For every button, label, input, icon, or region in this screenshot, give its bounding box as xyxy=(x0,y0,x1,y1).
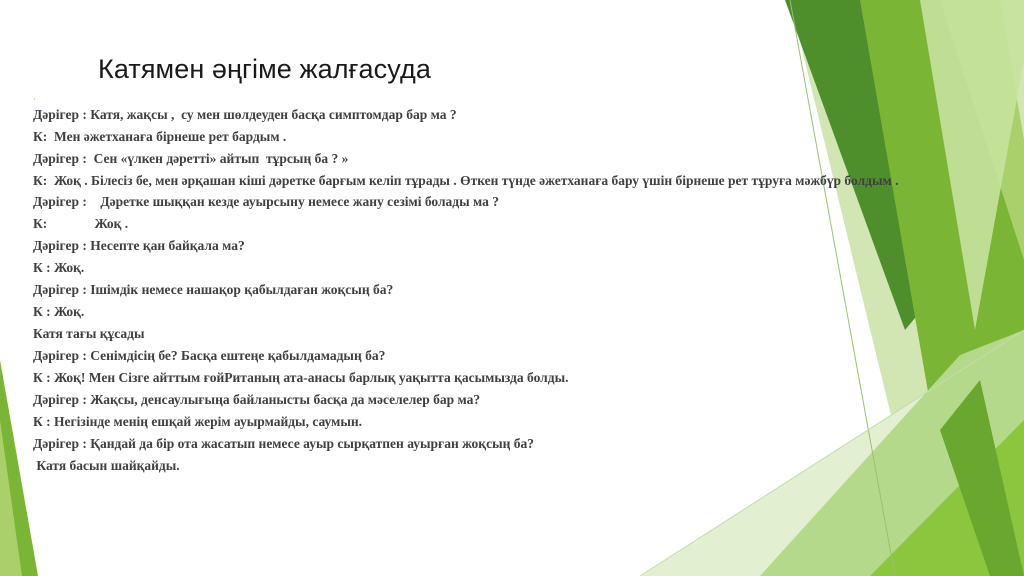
slide-title: Катямен әңгіме жалғасуда xyxy=(98,54,431,84)
dialogue-line: К : Негізінде менің ешқай жерім ауырмайды, саумын. xyxy=(33,414,363,429)
dialogue-line: Дәрігер : Қандай да бір ота жасатып немесе ауыр сырқатпен ауырған жоқсың ба? xyxy=(33,436,535,451)
dialogue-line: Дәрігер : Жақсы, денсаулығыңа байланысты басқа да мәселелер бар ма? xyxy=(33,392,481,407)
dialogue-line: Дәрігер : Несепте қан байқала ма? xyxy=(33,238,245,253)
bullet-marker: · xyxy=(33,94,36,104)
dialogue-line: К : Жоқ! Мен Сізге айттым ғойРитаның ата-анасы барлық уақытта қасымызда болды. xyxy=(33,370,569,385)
dialogue-line: Дәрігер : Катя, жақсы , су мен шөлдеуден басқа симптомдар бар ма ? xyxy=(33,107,457,122)
dialogue-line: К : Жоқ. xyxy=(33,304,85,319)
dialogue-line: Катя басын шайқайды. xyxy=(33,458,180,473)
dialogue-line: К : Жоқ. xyxy=(33,260,85,275)
dialogue-line: Дәрігер : Ішімдік немесе нашақор қабылдаған жоқсың ба? xyxy=(33,282,394,297)
dialogue-line: К: Жоқ . xyxy=(33,216,129,231)
dialogue-line: Катя тағы құсады xyxy=(33,326,145,341)
dialogue-list xyxy=(33,106,953,479)
dialogue-line: К: Жоқ . Білесіз бе, мен әрқашан кіші дәретке барғым келіп тұрады . Өткен түнде әжетханаға бару үшін бірнеше рет тұруға мәжбүр болдым . xyxy=(33,173,899,188)
dialogue-line: Дәрігер : Сенімдісің бе? Басқа ештеңе қабылдамадың ба? xyxy=(33,348,386,363)
dialogue-line: Дәрігер : Дәретке шыққан кезде ауырсыну немесе жану сезімі болады ма ? xyxy=(33,194,500,209)
dialogue-line: Дәрігер : Сен «үлкен дәретті» айтып тұрсың ба ? » xyxy=(33,151,349,166)
dialogue-line: К: Мен әжетханаға бірнеше рет бардым . xyxy=(33,129,287,144)
